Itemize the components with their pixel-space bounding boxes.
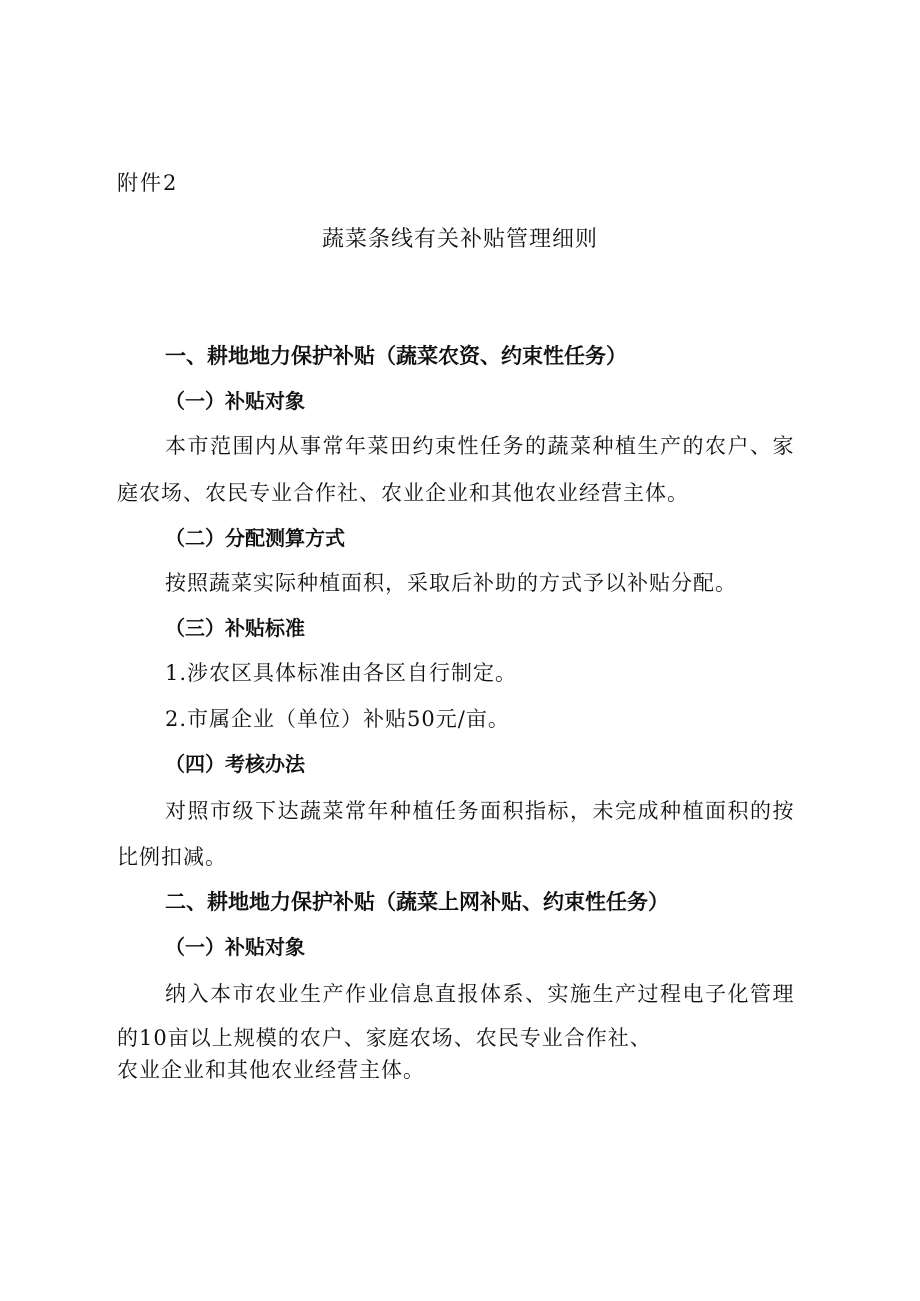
section-1-sub-2-heading: （二）分配测算方式 <box>165 526 345 550</box>
attachment-label: 附件2 <box>117 171 179 195</box>
section-1-sub-4-paragraph-line-2: 比例扣减。 <box>117 845 227 869</box>
section-2-sub-1-paragraph-line-2: 的10亩以上规模的农户、家庭农场、农民专业合作社、 <box>117 1026 652 1050</box>
section-1-sub-2-paragraph: 按照蔬菜实际种植面积，采取后补助的方式予以补贴分配。 <box>165 571 737 595</box>
section-2-heading: 二、耕地地力保护补贴（蔬菜上网补贴、约束性任务） <box>165 890 669 914</box>
document-title: 蔬菜条线有关补贴管理细则 <box>321 227 598 252</box>
section-1-sub-1-paragraph-line-2: 庭农场、农民专业合作社、农业企业和其他农业经营主体。 <box>117 481 689 505</box>
section-1-heading: 一、耕地地力保护补贴（蔬菜农资、约束性任务） <box>165 344 627 368</box>
section-2-sub-1-heading: （一）补贴对象 <box>165 935 305 959</box>
section-1-sub-1-paragraph-line-1: 本市范围内从事常年菜田约束性任务的蔬菜种植生产的农户、家 <box>165 434 795 458</box>
section-1-sub-3-item-2: 2.市属企业（单位）补贴50元/亩。 <box>165 707 510 731</box>
section-2-sub-1-paragraph-line-1: 纳入本市农业生产作业信息直报体系、实施生产过程电子化管理 <box>165 982 795 1006</box>
section-1-sub-4-paragraph-line-1: 对照市级下达蔬菜常年种植任务面积指标，未完成种植面积的按 <box>165 799 795 823</box>
section-1-sub-3-heading: （三）补贴标准 <box>165 616 305 640</box>
section-1-sub-1-heading: （一）补贴对象 <box>165 389 305 413</box>
section-2-sub-1-paragraph-line-3: 农业企业和其他农业经营主体。 <box>117 1058 425 1082</box>
section-1-sub-3-item-1: 1.涉农区具体标准由各区自行制定。 <box>165 661 518 685</box>
section-1-sub-4-heading: （四）考核办法 <box>165 752 305 776</box>
